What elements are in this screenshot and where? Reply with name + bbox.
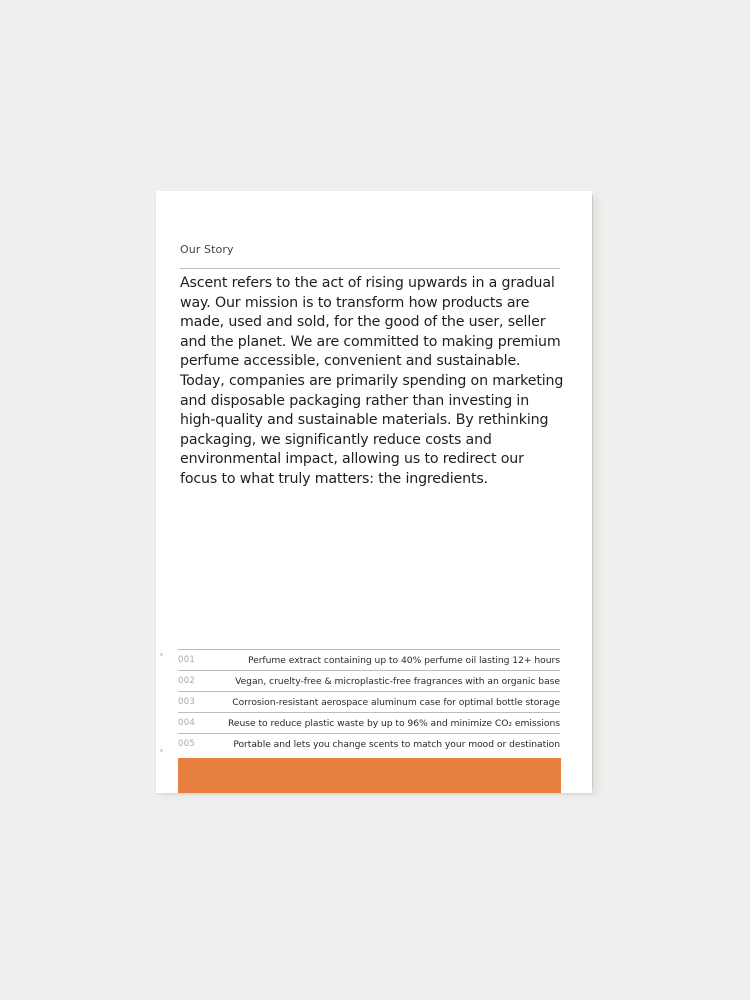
feature-row [178, 712, 560, 733]
edge-mark [160, 749, 163, 752]
accent-band [178, 758, 561, 793]
feature-number: 003 [178, 697, 196, 707]
feature-text: Corrosion-resistant aerospace aluminum case for optimal bottle storage [232, 696, 560, 708]
feature-number: 005 [178, 739, 196, 749]
feature-row [178, 649, 560, 670]
feature-list [178, 649, 560, 754]
feature-row [178, 670, 560, 691]
feature-number: 004 [178, 718, 196, 728]
feature-text: Vegan, cruelty-free & microplastic-free fragrances with an organic base [235, 675, 560, 687]
top-divider [180, 268, 560, 269]
section-label: Our Story [180, 243, 234, 256]
feature-row [178, 691, 560, 712]
feature-text: Reuse to reduce plastic waste by up to 96% and minimize CO₂ emissions [227, 717, 560, 729]
feature-number: 001 [178, 655, 196, 665]
feature-row [178, 733, 560, 754]
feature-text: Perfume extract containing up to 40% perfume oil lasting 12+ hours [247, 654, 560, 666]
feature-text: Portable and lets you change scents to match your mood or destination [233, 738, 560, 750]
feature-number: 002 [178, 676, 196, 686]
edge-mark [160, 653, 163, 656]
story-card [156, 191, 592, 793]
story-paragraph: Ascent refers to the act of rising upwards in a gradual way. Our mission is to transform how products are made, used and sold, for the good of the user, seller and the planet. We are committed to making premium perfume accessible, convenient and sustainable. Today, companies are primarily spending on marketing and disposable packaging rather than investing in high-quality and sustainable materials. By rethinking packaging, we significantly reduce costs and environmental impact, allowing us to redirect our focus to what truly matters: the ingredients. [180, 275, 564, 487]
